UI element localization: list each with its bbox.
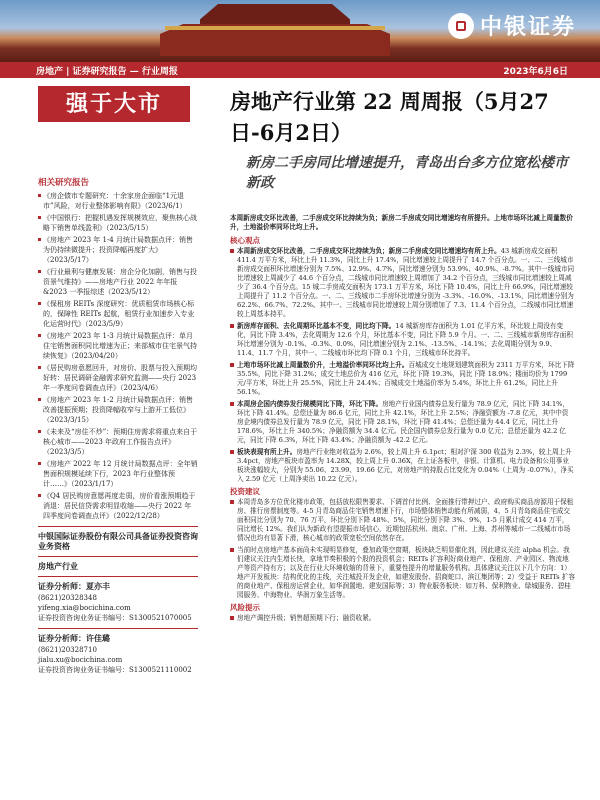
industry-name: 房地产行业 bbox=[38, 561, 78, 571]
related-report[interactable]: 《未来及“房住不炒”：预期住房需求将重点来自于核心城市——2023 年政府工作报告点评》（2023/3/5） bbox=[38, 427, 198, 457]
point-text: 当前时点房地产基本面尚未实现明显修复，叠加政策空窗期，板块缺乏明显催化剂，因此建议关注 alpha 机会。我们建议关注内生增长快，拿地节奏积极的个股的投资机会；REITs 扩容利好商业地产、保租房、产业园区、物流地产等资产持有方；以及在行业大环境收缩的背景下，重要性提升的增量服务机构。具体建议关注以下几个方向：1）地产开发板块：结构优化的主线，关注城投开发企业，如建发股份、招商蛇口、滨江集团等；2）受益于 REITs 扩容的商业地产、保租房运营企业，如华润置地、建发国际等；3）物业服务板块：如万科、保利物业、绿城服务、碧桂园服务、中海物业、华润万象生活等。 bbox=[237, 546, 575, 599]
point-text: 43 城新房成交面积 411.4 万平方米，环比上升 11.3%，同比上升 17.4%，同比增速较上周提升了 14.7 个百分点。一、二、三线城市新房成交面积环比增速分别为 7.5%、12.9%、4.7%，同比增速分别为 53.9%、40.9%、-8.7%。其中一线城市同比增速较上周减少了 44.6 个百分点，二线城市同比增速较上周增加了 34.2 个百分点，三线城市同比增速较上周减少了 36.4 个百分点。15 城二手房成交面积为 173.1 万平方米，环比下降 10.4%，同比上升 66.9%，同比增速较上周提升了 11.2 个百分点。一、二、三线城市二手房环比增速分别为 -3.3%、-16.0%、-13.1%，同比增速分别为 62.2%、66.7%、72.2%。其中一、三线城市同比增速较上周分别增加了 7.3、11.4 个百分点，二线城市同比增速较上周基本持平。 bbox=[237, 247, 575, 318]
related-report[interactable]: 《房地产 2023 年 1-2 月统计局数据点评：销售改善提振预期；投资降幅收窄与上游开工低位》（2023/3/15） bbox=[38, 395, 198, 425]
report-title: 房地产行业第 22 周周报（5月27日-6月2日） bbox=[230, 89, 549, 145]
related-report[interactable]: 《居民购房意愿回升，对房价、股票与投入预期均好转：居民调研金融需求研究监测——央行 2023 年一季度问卷调查点评》（2023/4/6） bbox=[38, 363, 198, 393]
point-text: 14 城新房库存面积为 1.01 亿平方米，环比较上周没有变化，同比下降 3.4%，去化周期为 12.6 个月，环比基本不变，同比下降 5.9 个月。一、二、三线城市新房库存面积环比增速分别为 -0.1%、-0.3%、0.0%，同比增速分别为 2.1%、-13.5%、-14.1%；去化周期分别为 9.9、11.4、11.7 个月，其中一、二线城市环比均下降 0.1 个月，三线城市环比持平。 bbox=[237, 322, 573, 357]
bullet-icon bbox=[230, 402, 234, 406]
report-date: 2023年6月6日 bbox=[503, 67, 568, 77]
logo-text: 中银证券 bbox=[479, 15, 576, 40]
bullet-icon bbox=[230, 548, 234, 552]
roof-trim bbox=[165, 26, 385, 30]
header-banner bbox=[0, 0, 600, 62]
risk-heading: 风险提示 bbox=[230, 603, 260, 612]
point-text: 百城成交土地规划建筑面积为 2311 万平方米，环比下降 35.5%，同比下降 31.2%；成交土地总价为 416 亿元，环比下降 19.3%，同比下降 18.9%；楼面均价为 1799 元/平方米，环比上升 25.5%，同比上升 24.4%；百城成交土地溢价率为 5.4%，环比上升 61.2%，同比上升 56.1%。 bbox=[237, 361, 575, 396]
related-report[interactable]: 《房企债市专题研究：十余家房企面临“1元退市”风险，对行业整体影响有限》（2023/6/1） bbox=[38, 191, 198, 211]
investment-point bbox=[230, 498, 575, 543]
analyst-email[interactable]: yifeng.xia@bocichina.com bbox=[38, 604, 131, 612]
analyst-phone: (8621)20328710 bbox=[38, 646, 97, 654]
analyst-email[interactable]: jialu.xu@bocichina.com bbox=[38, 656, 123, 664]
core-views-heading: 核心观点 bbox=[230, 236, 260, 245]
analyst-block bbox=[38, 581, 198, 623]
investment-advice-heading: 投资建议 bbox=[230, 487, 260, 496]
related-reports-title: 相关研究报告 bbox=[38, 178, 90, 188]
point-lead: 本周房企国内债券发行规模同比下降，环比下降。 bbox=[237, 400, 383, 408]
bullet-icon bbox=[230, 324, 234, 328]
divider bbox=[38, 526, 198, 527]
related-reports-list bbox=[38, 191, 198, 521]
analyst-block bbox=[38, 633, 198, 675]
related-report[interactable]: 《房地产 2023 年 1-4 月统计局数据点评：销售为仍持续微提升；投资降幅再度扩大》（2023/5/17） bbox=[38, 235, 198, 265]
analyst-name: 夏亦丰 bbox=[86, 581, 110, 591]
analyst-label: 证券分析师： bbox=[38, 581, 86, 591]
report-category: 房地产 | 证券研究报告 — 行业周报 bbox=[36, 67, 178, 77]
core-point bbox=[230, 322, 575, 358]
company-qualification: 中银国际证券股份有限公司具备证券投资咨询业务资格 bbox=[38, 531, 198, 551]
report-type-bar bbox=[0, 62, 600, 78]
bullet-icon bbox=[230, 616, 234, 620]
bullet-icon bbox=[230, 249, 234, 253]
bullet-icon bbox=[230, 450, 234, 454]
analyst-name: 许佳璐 bbox=[86, 633, 110, 643]
point-text: 房地产行业绝对收益为 2.6%，较上周上升 6.1pct；相对沪深 300 收益为 2.3%，较上周上升 3.4pct，房地产板块市盈率为 14.28X，较上周上升 0.36X，在上证各板中，非银、计算机、电力设备和公用事业板块涨幅较大，分别为 55.06、23.99、19.66 亿元，对房地产的持股占比变化为 0.04%（上周为 -0.07%），净买入 2.59 亿元（上周净卖出 10.22 亿元）。 bbox=[237, 448, 574, 483]
core-point bbox=[230, 448, 575, 484]
core-point bbox=[230, 247, 575, 319]
bullet-icon bbox=[230, 363, 234, 367]
divider bbox=[38, 628, 198, 629]
summary-intro: 本周新房成交环比改善，二手房成交环比持续为负；新房二手房成交同比增速均有所提升。上地市场环比减上周量数价升，土地溢价率同环比均上升。 bbox=[230, 214, 573, 231]
related-report[interactable]: 《房地产 2023 年 1-3 月统计局数据点评：单月住宅销售面积同比增速为正；来部城市住宅景气持续恢复》（2023/04/20） bbox=[38, 331, 198, 361]
divider bbox=[38, 576, 198, 577]
analyst-phone: (8621)20328348 bbox=[38, 594, 97, 602]
investment-point bbox=[230, 546, 575, 600]
core-point bbox=[230, 361, 575, 397]
main-content bbox=[230, 214, 575, 626]
analyst-cert: 证券投资咨询业务证书编号：S1300521110002 bbox=[38, 666, 192, 674]
divider bbox=[38, 556, 198, 557]
point-lead: 新房库存面积、去化周期环比基本不变，同比均下降。 bbox=[237, 322, 396, 330]
related-report[interactable]: 《保租房 REITs 深度研究：优质租赁市场核心标的，保障性 REITs 起航，租赁行业加速步入专业化运营时代》（2023/5/9） bbox=[38, 299, 198, 329]
risk-text: 房地产调控升级；销售超预期下行；融资收紧。 bbox=[237, 614, 376, 622]
point-text: 本周青岛多方位优化楼市政策，包括放松限售要求、下调首付比例、全面推行带押过户、政府购买商品房源用于保租房、推行房票制度等。4-5 月青岛商品住宅销售增速下行，市场整体销售动能有所减弱，4、5 月青岛商品住宅成交面积同比分别为 70、76 万平，环比分别下降 48%、5%，同比分别下降 3%、9%，1-5 月累计成交 414 万平，同比增长 12%。我们认为新政有望提振市场信心，近期包括杭州、南京、广州、上海、苏州等城市一二线城市市场情况也均有显著下滑，核心城市的政策宽松空间依然存在。 bbox=[237, 498, 574, 542]
related-report[interactable]: 《Q4 居民购房意愿再度走弱，房价看涨预期趋于消退：居民信贷需求明显收缩——央行 2022 年四季度问卷调查点评》（2022/12/28） bbox=[38, 491, 198, 521]
palace-roof-upper bbox=[200, 4, 350, 26]
related-report[interactable]: 《中国银行：把握机遇发挥规模效应，聚焦核心战略下销售单线盈利》（2023/5/15） bbox=[38, 213, 198, 233]
boc-logo-icon bbox=[448, 13, 474, 39]
report-subtitle: 新房二手房同比增速提升，青岛出台多方位宽松楼市新政 bbox=[246, 155, 568, 191]
related-report[interactable]: 《房地产 2022 年 12 月统计局数据点评：全年销售面积规模延续下行，2023 年行业整体预计……》（2023/1/17） bbox=[38, 459, 198, 489]
sidebar bbox=[38, 178, 198, 675]
analyst-cert: 证券投资咨询业务证书编号：S1300521070005 bbox=[38, 614, 192, 622]
company-logo bbox=[448, 10, 576, 41]
risk-point bbox=[230, 614, 575, 623]
analyst-label: 证券分析师： bbox=[38, 633, 86, 643]
core-point bbox=[230, 400, 575, 445]
related-report[interactable]: 《行业最利与健康发展：房企分化加剧，销售与投资景气维持》——房地产行业 2022 年年报&2023 一季报综述（2023/5/12） bbox=[38, 267, 198, 297]
point-text: 房地产行业国内债券总发行量为 78.9 亿元，同比下降 34.1%，环比下降 41.4%。总偿还量为 86.6 亿元，同比上升 42.1%，环比上升 2.5%；净融资额为 -7.8 亿元，其中中资房企境内债券总发行量为 78.9 亿元，同比下降 28.1%，环比下降 41.4%；总偿还量为 44.4 亿元，同比上升 178.6%，环比上升 340.5%；净融资额为 34.4 亿元。民企国内债券总发行量为 0.0 亿元；总偿还量为 42.2 亿元，同比下降 6.3%，环比下降 43.4%；净融资额为 -42.2 亿元。 bbox=[237, 400, 570, 444]
bullet-icon bbox=[230, 500, 234, 504]
point-lead: 板块表现有所上升。 bbox=[237, 448, 297, 456]
point-lead: 本周新房成交环比改善，二手房成交环比持续为负；新房二手房成交同比增速均有所上升。 bbox=[237, 247, 501, 255]
point-lead: 上地市场环比减上周量数价升，土地溢价率同环比均上升。 bbox=[237, 361, 409, 369]
rating-badge: 强于大市 bbox=[38, 86, 190, 122]
